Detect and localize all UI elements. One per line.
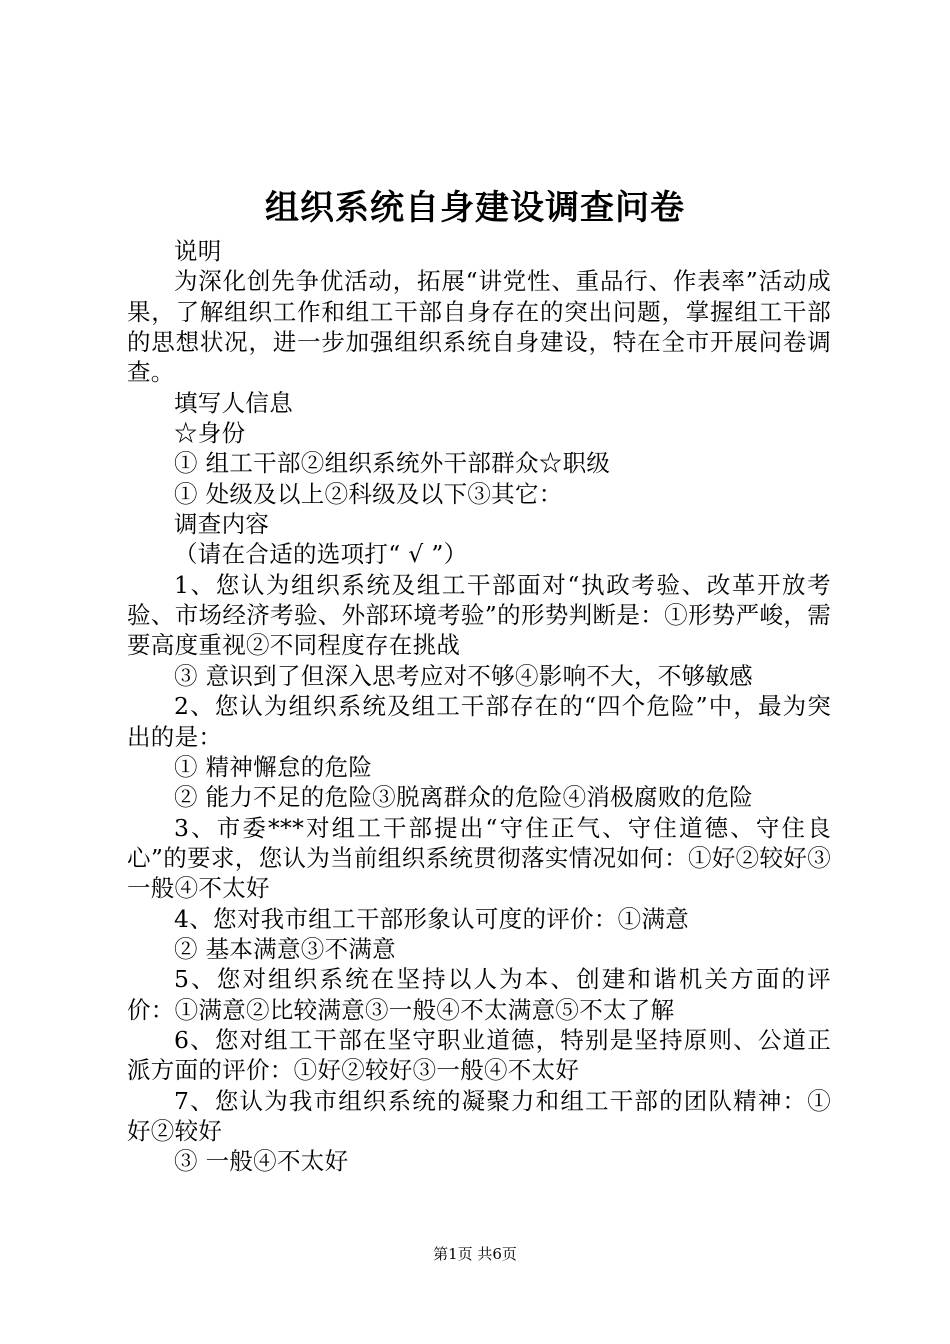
question-2-option-1: ① 精神懈怠的危险: [174, 752, 373, 781]
paragraph-filler-info-heading: 填写人信息: [174, 388, 293, 417]
paragraph-explanation-heading: 说明: [174, 237, 222, 265]
question-4: 4、您对我市组工干部形象认可度的评价：①满意: [174, 904, 690, 933]
question-1: 1、您认为组织系统及组工干部面对“执政考验、改革开放考验、市场经济考验、外部环境考验”的形势判断是：①形势严峻，需要高度重视②不同程度存在挑战: [127, 570, 831, 660]
question-1-options-cont: ③ 意识到了但深入思考应对不够④影响不大，不够敏感: [174, 661, 753, 690]
question-2-options-cont: ② 能力不足的危险③脱离群众的危险④消极腐败的危险: [174, 783, 753, 812]
question-7-options-cont: ③ 一般④不太好: [174, 1147, 349, 1176]
paragraph-identity-label: ☆身份: [174, 419, 246, 448]
paragraph-rank-options: ① 处级及以上②科级及以下③其它：: [174, 479, 563, 508]
question-4-options-cont: ② 基本满意③不满意: [174, 934, 396, 963]
paragraph-survey-content-heading: 调查内容: [174, 510, 270, 539]
question-7: 7、您认为我市组织系统的凝聚力和组工干部的团队精神：①好②较好: [127, 1086, 831, 1145]
document-body: [127, 236, 831, 1177]
document-title: 组织系统自身建设调查问卷: [265, 188, 685, 228]
question-2: 2、您认为组织系统及组工干部存在的“四个危险”中，最为突出的是：: [127, 692, 831, 751]
paragraph-identity-options: ① 组工干部②组织系统外干部群众☆职级: [174, 449, 611, 478]
question-6: 6、您对组工干部在坚守职业道德，特别是坚持原则、公道正派方面的评价：①好②较好③一般④不太好: [127, 1025, 831, 1085]
question-3: 3、市委***对组工干部提出“守住正气、守住道德、守住良心”的要求，您认为当前组织系统贯彻落实情况如何：①好②较好③一般④不太好: [127, 813, 831, 903]
question-5: 5、您对组织系统在坚持以人为本、创建和谐机关方面的评价：①满意②比较满意③一般④不太满意⑤不太了解: [127, 965, 831, 1024]
paragraph-intro: 为深化创先争优活动，拓展“讲党性、重品行、作表率”活动成果，了解组织工作和组工干部自身存在的突出问题，掌握组工干部的思想状况，进一步加强组织系统自身建设，特在全市开展问卷调查。: [127, 267, 831, 387]
page-number-footer: 第1页 共6页: [433, 1245, 517, 1263]
paragraph-instruction: （请在合适的选项打“ √ ”）: [174, 540, 468, 569]
